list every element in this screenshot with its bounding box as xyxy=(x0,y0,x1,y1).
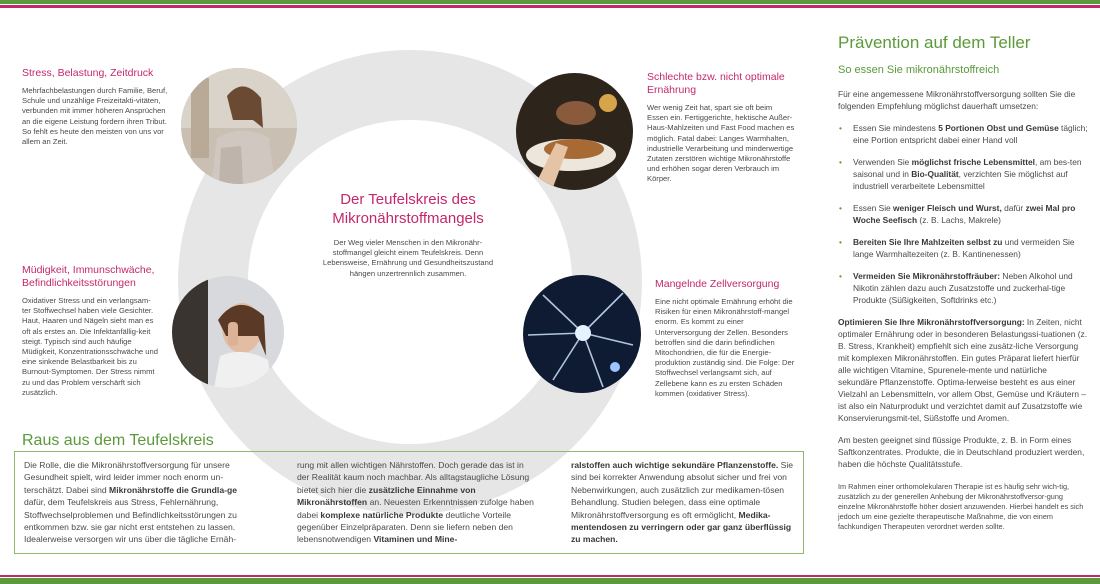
raus-col2-c: an. Neuesten Erkenntnissen zufolge haben dabei xyxy=(297,497,534,520)
raus-col-1 xyxy=(24,459,256,546)
raus-col3-b: Sie sind bei korrekter Anwendung absolut sicher und frei von Nebenwirkungen, auch zusätzlich zur medikamen-tösen Behandlung. Studien belegen, dass eine optimale Mikronährstoffversorgung es oft ermöglicht, xyxy=(571,460,794,520)
ernaehrung-title: Schlechte bzw. nicht optimale Ernährung xyxy=(647,71,785,96)
raus-col3-c: Medika-mentendosen zu verringern oder gar ganz überflüssig zu machen. xyxy=(571,509,792,545)
b2-d: Bio-Qualität xyxy=(911,169,959,179)
b1-a: Essen Sie mindestens xyxy=(853,123,939,133)
praevention-column xyxy=(838,32,1088,532)
raus-col3-a: ralstoffen auch wichtige sekundäre Pflanzenstoffe. xyxy=(571,460,779,470)
b2-a: Verwenden Sie xyxy=(853,157,912,167)
b3-b: weniger Fleisch und Wurst, xyxy=(893,203,1002,213)
stress-photo xyxy=(181,68,297,184)
raus-col2-d: komplexe natürliche Produkte xyxy=(320,509,444,520)
raus-col1-b: Mikronährstoffe die Grundla-ge xyxy=(109,484,237,495)
center-title: Der Teufelskreis des Mikronährstoffmangels xyxy=(332,191,484,227)
food-photo xyxy=(516,73,633,190)
bottom-pink-stripe xyxy=(0,575,1100,577)
b3-d: zwei Mal pro Woche Seefisch xyxy=(853,203,1076,225)
b2-b: möglichst frische Lebensmittel xyxy=(911,157,1035,167)
b2-e: , verzichten Sie möglichst auf industriell verarbeitete Lebensmittel xyxy=(853,169,1068,191)
list-item xyxy=(838,122,1088,146)
b1-c: täglich; eine Portion entspricht dabei einer Hand voll xyxy=(853,123,1088,145)
praevention-subtitle: So essen Sie mikronährstoffreich xyxy=(838,64,1000,76)
zellversorgung-title: Mangelnde Zellversorgung xyxy=(655,278,780,290)
raus-col2-a: rung mit allen wichtigen Nährstoffen. Doch gerade das ist in der Realität kaum noch machbar. Als alltagstaugliche Lösung bietet sich hier die xyxy=(297,460,530,495)
fluessig-paragraph: Am besten geeignet sind flüssige Produkte, z. B. in Form eines Saftkonzentrates. Produkte, die in Deutschland produziert werden, haben die höchste Qualitätsstufe. xyxy=(838,435,1085,469)
b3-c: dafür xyxy=(1001,203,1026,213)
muedigkeit-text: Oxidativer Stress und ein verlangsam-ter Stoffwechsel haben viele Gesichter. Haut, Haaren und Nägeln sieht man es oft als erstes an. Die Infektanfällig-keit steigt. Typisch sind auch häufige Müdigkeit, Konzentrationsschwäche und eine sinkende Belastbarkeit bis zu Burnout-Symptomen. Der Stress nimmt zu und das Problem verschärft sich zusätzlich. xyxy=(22,296,158,397)
stress-text: Mehrfachbelastungen durch Familie, Beruf, Schule und unzählige Freizeitakti-vitäten, verbunden mit immer höheren Ansprüchen an die eigene Leistung fordern ihren Tribut. So fehlt es heute den meisten von uns vor allem an Zeit. xyxy=(22,86,168,147)
list-item xyxy=(838,156,1088,192)
stress-block xyxy=(22,67,168,147)
muedigkeit-title: Müdigkeit, Immunschwäche, Befindlichkeitsstörungen xyxy=(22,264,155,289)
b4-a: Bereiten Sie Ihre Mahlzeiten selbst zu xyxy=(853,237,1003,247)
raus-box xyxy=(14,451,804,554)
top-green-stripe xyxy=(0,0,1100,4)
top-pink-stripe xyxy=(0,5,1100,8)
list-item xyxy=(838,236,1088,260)
b3-e: (z. B. Lachs, Makrele) xyxy=(917,215,1001,225)
recommendation-list xyxy=(838,122,1088,306)
opt-b: In Zeiten, nicht optimaler Ernährung oder in besonderen Belastungssi-tuationen (z. B. Stress, Krankheit) empfiehlt sich eine zusätz-liche Versorgung mit komplexen Mikronährstoffen. Ein gutes Präparat liefert hierfür alle wichtigen Vitamine, Spurenele-mente und natürliche sekundäre Pflanzenstoffe. Optima-lerweise besteht es aus einer Vielzahl an Lebensmitteln, vor allem Obst, Gemüse und Kräutern – ist also ein Naturprodukt und verzichtet damit auf Zusatzstoffe wie Konservierungsmit-tel, Süßstoffe und Aromen. xyxy=(838,317,1088,423)
praevention-intro: Für eine angemessene Mikronährstoffversorgung sollten Sie die folgenden Empfehlung möglichst dauerhaft umsetzen: xyxy=(838,89,1076,111)
raus-col1-a: Die Rolle, die die Mikronährstoffversorgung für unsere Gesundheit spielt, wird leider immer noch enorm un-terschätzt. Dabei sind xyxy=(24,460,230,495)
raus-col-3 xyxy=(571,459,799,546)
zellversorgung-block xyxy=(655,278,795,399)
b1-b: 5 Portionen Obst und Gemüse xyxy=(938,123,1059,133)
list-item xyxy=(838,270,1088,306)
raus-col-2 xyxy=(297,459,535,546)
zellversorgung-text: Eine nicht optimale Ernährung erhöht die Risiken für einen Mikronährstoff-mangel enorm. Es kommt zu einer Unterversorgung der Zellen. Besonders betroffen sind die darin befindlichen Mitochondrien, die für die Energie-produktion zuständig sind. Die Folge: Der Stoffwechsel verlangsamt sich, auf Zellebene kann es zu ersten Schäden kommen (oxidativer Stress). xyxy=(655,297,795,398)
raus-title: Raus aus dem Teufelskreis xyxy=(22,432,214,449)
muedigkeit-block xyxy=(22,264,158,398)
cell-photo xyxy=(523,275,641,393)
therapie-note: Im Rahmen einer orthomolekularen Therapie ist es häufig sehr wich-tig, zusätzlich zu der generellen Anhebung der Mikronährstoffversor-gung einzelne Mikronährstoffe höher dosiert anzuwenden. Hierbei handelt es sich jedoch um eine gezielte therapeutische Maßnahme, die von einem fachkundigen Therapeuten verordnet werden sollte. xyxy=(838,482,1084,531)
list-item xyxy=(838,202,1088,226)
optimieren-paragraph xyxy=(838,316,1088,424)
opt-a: Optimieren Sie Ihre Mikronährstoffversorgung: xyxy=(838,317,1025,327)
tired-woman-photo xyxy=(172,276,284,388)
raus-col2-b: zusätzliche Einnahme von Mikronährstoffen xyxy=(297,484,476,508)
b3-a: Essen Sie xyxy=(853,203,894,213)
ernaehrung-text: Wer wenig Zeit hat, spart sie oft beim Essen ein. Fertiggerichte, hektische Außer-Haus-Mahlzeiten und Fast Food machen es möglich. Fatal dabei: Langes Warmhalten, industrielle Verarbeitung und minderwertige Zutaten zerstören wichtige Mikronährstoffe und erhöhen sogar deren Verbrauch im Körper. xyxy=(647,103,795,184)
raus-col1-c: dafür, dem Teufelskreis aus Stress, Fehlernährung, Stoffwechselproblemen und Befindlichkeitsstörungen zu entkommen bzw. sie gar nicht erst entstehen zu lassen. Idealerweise versorgen wir uns über die tägliche Ernäh- xyxy=(24,497,237,545)
b5-a: Vermeiden Sie Mikronährstoffräuber: xyxy=(853,271,1001,281)
ernaehrung-block xyxy=(647,71,795,185)
b5-b: Neben Alkohol und Nikotin zählen dazu auch Zusatzstoffe und zuckerhal-tige Produkte (Süßigkeiten, Softdrinks etc.) xyxy=(853,271,1073,305)
center-text: Der Weg vieler Menschen in den Mikronähr-stoffmangel gleicht einem Teufelskreis. Denn Lebensweise, Ernährung und Gesundheitszustand hängen unzertrennlich zusammen. xyxy=(322,238,494,278)
raus-col2-f: Vitaminen und Mine- xyxy=(373,534,458,545)
raus-col2-e: deutliche Vorteile gegenüber Einzelpräparaten. Denn sie liefern neben den lebensnotwendigen xyxy=(297,509,513,545)
stress-title: Stress, Belastung, Zeitdruck xyxy=(22,67,154,79)
b4-b: und vermeiden Sie lange Warmhaltezeiten (z. B. Kantinenessen) xyxy=(853,237,1075,259)
bottom-green-stripe xyxy=(0,578,1100,584)
praevention-title: Prävention auf dem Teller xyxy=(838,33,1031,52)
b2-c: , am bes-ten saisonal und in xyxy=(853,157,1082,179)
